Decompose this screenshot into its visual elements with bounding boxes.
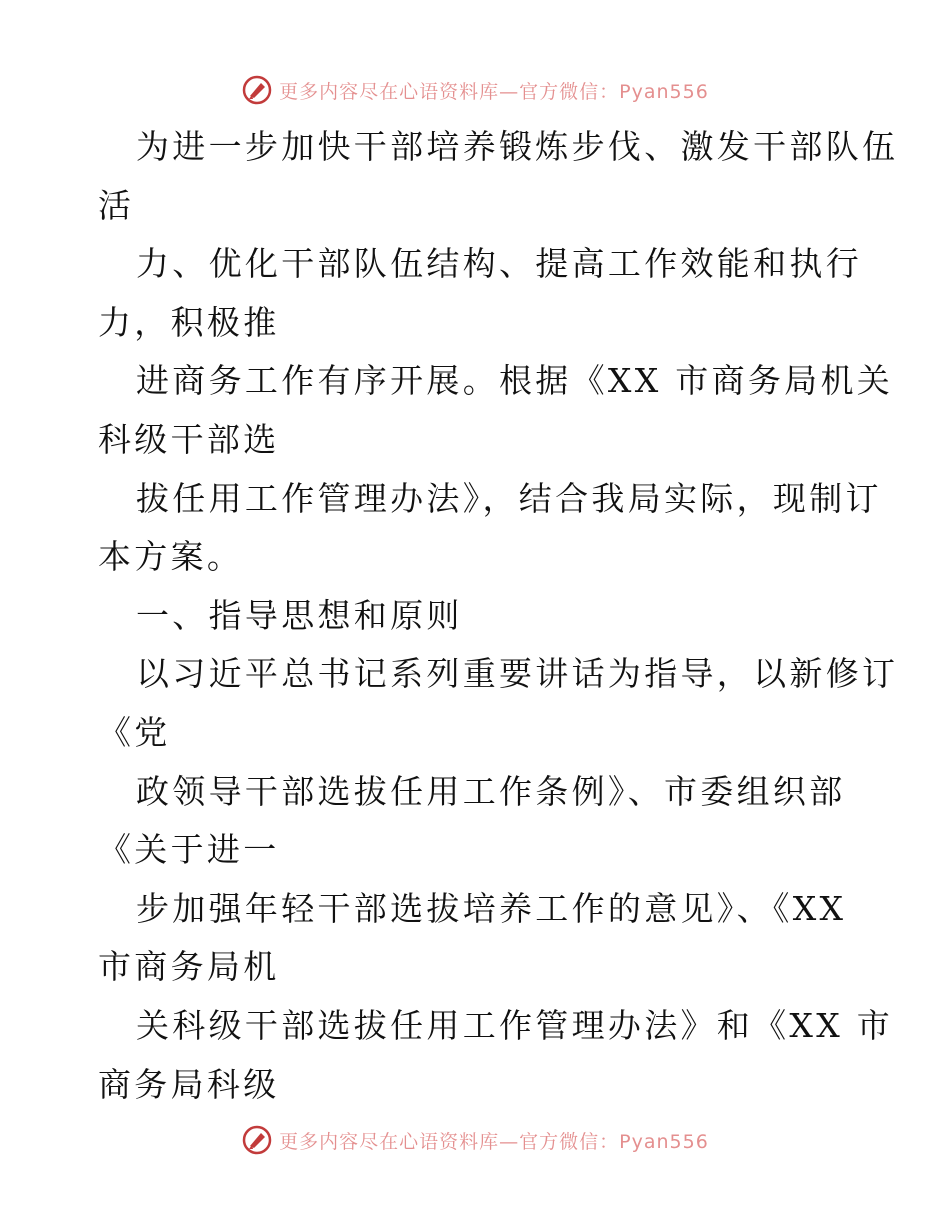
watermark-wechat-id: Pyan556 xyxy=(619,1130,709,1153)
body-line: 力、优化干部队伍结构、提高工作效能和执行 xyxy=(136,244,862,284)
body-line: 《关于进一 xyxy=(98,830,280,870)
header-watermark xyxy=(0,70,950,110)
body-line: 以习近平总书记系列重要讲话为指导，以新修订 xyxy=(136,654,899,694)
watermark-text xyxy=(279,77,709,104)
body-line: 进商务工作有序开展。根据《XX 市商务局机关 xyxy=(136,361,894,401)
watermark-text xyxy=(279,1127,709,1154)
document-body xyxy=(98,118,899,1114)
body-line: 为进一步加快干部培养锻炼步伐、激发干部队伍 xyxy=(136,127,899,166)
body-line: 活 xyxy=(98,185,135,225)
watermark-prefix: 更多内容尽在心语资料库—官方微信： xyxy=(279,1130,620,1153)
body-line: 政领导干部选拔任用工作条例》、市委组织部 xyxy=(136,771,846,811)
section-heading: 一、指导思想和原则 xyxy=(136,595,463,635)
pen-logo-icon xyxy=(241,74,273,106)
watermark-prefix: 更多内容尽在心语资料库—官方微信： xyxy=(279,80,620,103)
body-line: 商务局科级 xyxy=(98,1064,280,1104)
footer-watermark xyxy=(0,1120,950,1160)
body-line: 关科级干部选拔任用工作管理办法》和《XX 市 xyxy=(136,1005,894,1045)
body-line: 步加强年轻干部选拔培养工作的意见》、《XX xyxy=(136,888,847,928)
body-line: 拔任用工作管理办法》，结合我局实际，现制订 xyxy=(136,478,882,518)
body-line: 本方案。 xyxy=(98,537,244,577)
watermark-wechat-id: Pyan556 xyxy=(619,80,709,103)
body-line: 《党 xyxy=(98,712,171,752)
body-line: 市商务局机 xyxy=(98,947,280,987)
pen-logo-icon xyxy=(241,1124,273,1156)
body-line: 科级干部选 xyxy=(98,419,280,459)
body-line: 力，积极推 xyxy=(98,302,280,342)
